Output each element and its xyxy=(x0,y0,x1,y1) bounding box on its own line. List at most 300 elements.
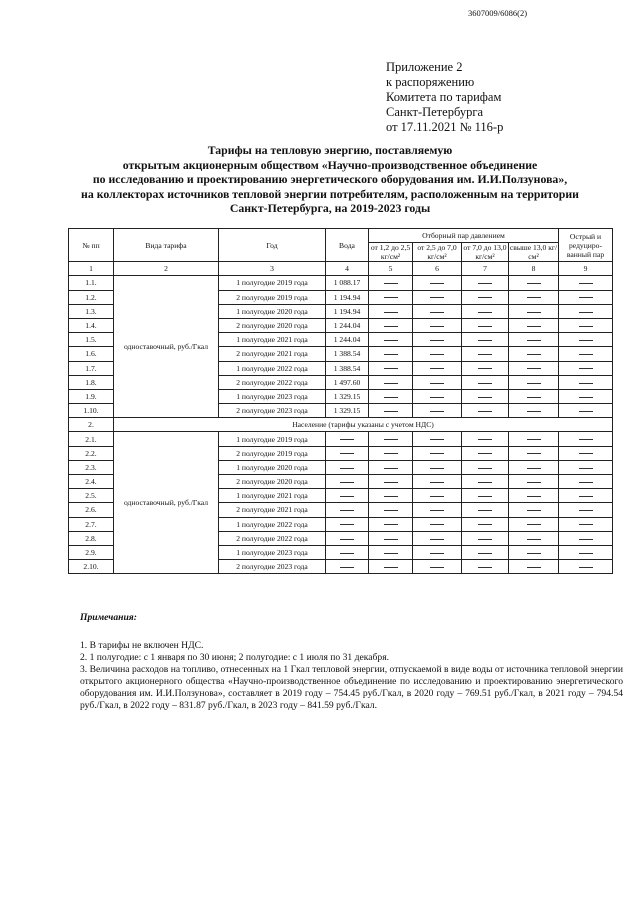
row-number: 2.3. xyxy=(69,460,114,474)
empty-dash xyxy=(430,553,444,554)
row-period: 2 полугодие 2023 года xyxy=(219,404,326,418)
empty-dash xyxy=(579,468,593,469)
empty-dash xyxy=(384,539,398,540)
steam-tariff xyxy=(369,503,413,517)
steam-tariff xyxy=(369,432,413,446)
steam-tariff xyxy=(462,290,509,304)
water-tariff xyxy=(326,446,369,460)
title-line: по исследованию и проектированию энергетического оборудования им. И.И.Ползунова», xyxy=(92,172,568,187)
steam-tariff xyxy=(369,304,413,318)
empty-dash xyxy=(478,496,492,497)
empty-dash xyxy=(384,482,398,483)
title-line: на коллекторах источников тепловой энергии потребителям, расположенным на территории xyxy=(81,186,579,201)
empty-dash xyxy=(384,510,398,511)
steam-tariff xyxy=(559,276,613,290)
row-number: 2.5. xyxy=(69,489,114,503)
empty-dash xyxy=(430,312,444,313)
header-type: Вида тарифа xyxy=(114,229,219,262)
row-period: 2 полугодие 2019 года xyxy=(219,446,326,460)
empty-dash xyxy=(340,468,354,469)
row-number: 2.7. xyxy=(69,517,114,531)
steam-tariff xyxy=(413,375,462,389)
water-tariff: 1 329.15 xyxy=(326,389,369,403)
empty-dash xyxy=(478,312,492,313)
steam-tariff xyxy=(462,545,509,559)
row-number: 2.4. xyxy=(69,475,114,489)
steam-tariff xyxy=(413,475,462,489)
empty-dash xyxy=(430,510,444,511)
steam-tariff xyxy=(369,475,413,489)
steam-tariff xyxy=(559,304,613,318)
empty-dash xyxy=(579,510,593,511)
empty-dash xyxy=(478,482,492,483)
empty-dash xyxy=(430,468,444,469)
steam-tariff xyxy=(462,361,509,375)
steam-tariff xyxy=(559,460,613,474)
water-tariff: 1 497.60 xyxy=(326,375,369,389)
steam-tariff xyxy=(559,333,613,347)
steam-tariff xyxy=(509,333,559,347)
steam-tariff xyxy=(559,545,613,559)
row-period: 1 полугодие 2023 года xyxy=(219,389,326,403)
steam-tariff xyxy=(509,531,559,545)
steam-tariff xyxy=(413,460,462,474)
empty-dash xyxy=(430,283,444,284)
column-number: 6 xyxy=(413,262,462,276)
steam-tariff xyxy=(559,475,613,489)
row-number: 1.5. xyxy=(69,333,114,347)
empty-dash xyxy=(527,510,541,511)
empty-dash xyxy=(478,539,492,540)
empty-dash xyxy=(527,312,541,313)
row-number: 1.8. xyxy=(69,375,114,389)
empty-dash xyxy=(430,354,444,355)
empty-dash xyxy=(384,326,398,327)
row-period: 2 полугодие 2019 года xyxy=(219,290,326,304)
steam-tariff xyxy=(369,375,413,389)
appendix-line: Приложение 2 xyxy=(386,60,463,74)
row-number: 1.10. xyxy=(69,404,114,418)
empty-dash xyxy=(384,368,398,369)
empty-dash xyxy=(579,326,593,327)
empty-dash xyxy=(478,524,492,525)
steam-tariff xyxy=(462,432,509,446)
section-label: Население (тарифы указаны с учетом НДС) xyxy=(114,418,613,432)
steam-tariff xyxy=(369,361,413,375)
water-tariff: 1 088.17 xyxy=(326,276,369,290)
empty-dash xyxy=(340,453,354,454)
empty-dash xyxy=(478,553,492,554)
empty-dash xyxy=(384,383,398,384)
column-number: 9 xyxy=(559,262,613,276)
header-year: Год xyxy=(219,229,326,262)
header-water: Вода xyxy=(326,229,369,262)
empty-dash xyxy=(579,312,593,313)
empty-dash xyxy=(478,567,492,568)
empty-dash xyxy=(430,397,444,398)
steam-tariff xyxy=(559,361,613,375)
empty-dash xyxy=(527,326,541,327)
empty-dash xyxy=(579,397,593,398)
steam-tariff xyxy=(369,347,413,361)
empty-dash xyxy=(579,283,593,284)
steam-tariff xyxy=(369,531,413,545)
empty-dash xyxy=(478,368,492,369)
column-number: 8 xyxy=(509,262,559,276)
row-number: 1.6. xyxy=(69,347,114,361)
water-tariff: 1 194.94 xyxy=(326,290,369,304)
steam-tariff xyxy=(369,389,413,403)
empty-dash xyxy=(527,354,541,355)
steam-tariff xyxy=(462,446,509,460)
empty-dash xyxy=(430,482,444,483)
empty-dash xyxy=(340,439,354,440)
empty-dash xyxy=(430,340,444,341)
empty-dash xyxy=(478,326,492,327)
empty-dash xyxy=(527,283,541,284)
steam-tariff xyxy=(559,531,613,545)
empty-dash xyxy=(579,354,593,355)
empty-dash xyxy=(527,439,541,440)
appendix-line: Санкт-Петербурга xyxy=(386,105,484,119)
section-row xyxy=(69,418,613,432)
empty-dash xyxy=(384,340,398,341)
empty-dash xyxy=(430,524,444,525)
row-period: 1 полугодие 2019 года xyxy=(219,432,326,446)
empty-dash xyxy=(527,397,541,398)
column-number: 3 xyxy=(219,262,326,276)
steam-tariff xyxy=(413,531,462,545)
row-period: 1 полугодие 2022 года xyxy=(219,517,326,531)
empty-dash xyxy=(579,340,593,341)
water-tariff xyxy=(326,432,369,446)
empty-dash xyxy=(340,510,354,511)
column-number: 1 xyxy=(69,262,114,276)
steam-tariff xyxy=(509,475,559,489)
empty-dash xyxy=(430,567,444,568)
notes-section xyxy=(80,612,623,712)
steam-tariff xyxy=(559,375,613,389)
water-tariff xyxy=(326,545,369,559)
row-number: 2.8. xyxy=(69,531,114,545)
empty-dash xyxy=(430,496,444,497)
empty-dash xyxy=(384,297,398,298)
empty-dash xyxy=(579,524,593,525)
row-number: 1.2. xyxy=(69,290,114,304)
steam-tariff xyxy=(413,361,462,375)
note-item: 3. Величина расходов на топливо, отнесенных на 1 Гкал тепловой энергии, отпускаемой в виде воды от источника тепловой энергии открытого акционерного общества «Научно-производственное объединение по исследованию и проектированию энергетического оборудования им. И.И.Ползунова», составляет в 2019 году – 754.45 руб./Гкал, в 2020 году – 769.51 руб./Гкал, в 2021 году – 794.54 руб./Гкал, в 2022 году – 831.87 руб./Гкал, в 2023 году – 841.59 руб./Гкал. xyxy=(80,664,623,711)
steam-tariff xyxy=(462,347,509,361)
steam-tariff xyxy=(462,560,509,574)
steam-tariff xyxy=(413,446,462,460)
header-steam-2: от 2,5 до 7,0 кг/см² xyxy=(413,243,462,262)
empty-dash xyxy=(478,283,492,284)
water-tariff xyxy=(326,503,369,517)
steam-tariff xyxy=(509,290,559,304)
row-number: 2.9. xyxy=(69,545,114,559)
steam-tariff xyxy=(369,404,413,418)
steam-tariff xyxy=(369,446,413,460)
empty-dash xyxy=(340,482,354,483)
water-tariff xyxy=(326,517,369,531)
empty-dash xyxy=(527,411,541,412)
row-number: 2.1. xyxy=(69,432,114,446)
steam-tariff xyxy=(369,318,413,332)
steam-tariff xyxy=(559,489,613,503)
empty-dash xyxy=(430,411,444,412)
empty-dash xyxy=(527,567,541,568)
water-tariff xyxy=(326,460,369,474)
empty-dash xyxy=(527,340,541,341)
steam-tariff xyxy=(559,404,613,418)
steam-tariff xyxy=(413,333,462,347)
steam-tariff xyxy=(462,375,509,389)
steam-tariff xyxy=(509,517,559,531)
steam-tariff xyxy=(369,517,413,531)
empty-dash xyxy=(527,468,541,469)
tariff-type: одноставочный, руб./Гкал xyxy=(114,276,219,418)
steam-tariff xyxy=(509,489,559,503)
empty-dash xyxy=(579,482,593,483)
steam-tariff xyxy=(559,517,613,531)
row-period: 1 полугодие 2023 года xyxy=(219,545,326,559)
empty-dash xyxy=(384,411,398,412)
empty-dash xyxy=(340,539,354,540)
water-tariff: 1 244.04 xyxy=(326,318,369,332)
empty-dash xyxy=(430,539,444,540)
row-number: 1.3. xyxy=(69,304,114,318)
empty-dash xyxy=(340,553,354,554)
empty-dash xyxy=(384,439,398,440)
row-period: 2 полугодие 2020 года xyxy=(219,475,326,489)
steam-tariff xyxy=(369,276,413,290)
empty-dash xyxy=(430,326,444,327)
steam-tariff xyxy=(413,404,462,418)
steam-tariff xyxy=(369,489,413,503)
steam-tariff xyxy=(462,276,509,290)
header-steam-1: от 1,2 до 2,5 кг/см² xyxy=(369,243,413,262)
steam-tariff xyxy=(413,276,462,290)
steam-tariff xyxy=(509,304,559,318)
steam-tariff xyxy=(509,560,559,574)
table-row xyxy=(69,276,613,290)
empty-dash xyxy=(340,496,354,497)
steam-tariff xyxy=(509,432,559,446)
row-period: 2 полугодие 2021 года xyxy=(219,503,326,517)
empty-dash xyxy=(579,411,593,412)
header-sharp-steam: Острый и редуциро-ванный пар xyxy=(559,229,613,262)
empty-dash xyxy=(478,510,492,511)
row-period: 1 полугодие 2021 года xyxy=(219,489,326,503)
steam-tariff xyxy=(462,404,509,418)
header-steam-3: от 7,0 до 13,0 кг/см² xyxy=(463,243,507,262)
steam-tariff xyxy=(509,404,559,418)
header-steam-4: свыше 13,0 кг/см² xyxy=(509,243,558,262)
water-tariff xyxy=(326,531,369,545)
empty-dash xyxy=(384,567,398,568)
row-period: 1 полугодие 2020 года xyxy=(219,304,326,318)
row-number: 1.4. xyxy=(69,318,114,332)
empty-dash xyxy=(430,383,444,384)
empty-dash xyxy=(579,383,593,384)
steam-tariff xyxy=(462,460,509,474)
steam-tariff xyxy=(509,389,559,403)
steam-tariff xyxy=(462,517,509,531)
empty-dash xyxy=(430,297,444,298)
water-tariff xyxy=(326,475,369,489)
steam-tariff xyxy=(369,560,413,574)
steam-tariff xyxy=(413,389,462,403)
empty-dash xyxy=(384,397,398,398)
row-period: 2 полугодие 2023 года xyxy=(219,560,326,574)
empty-dash xyxy=(384,553,398,554)
column-number: 2 xyxy=(114,262,219,276)
appendix-line: к распоряжению xyxy=(386,75,475,89)
empty-dash xyxy=(340,567,354,568)
table-row xyxy=(69,432,613,446)
title-line: Санкт-Петербурга, на 2019-2023 годы xyxy=(229,201,431,216)
row-period: 2 полугодие 2020 года xyxy=(219,318,326,332)
empty-dash xyxy=(384,524,398,525)
steam-tariff xyxy=(413,545,462,559)
empty-dash xyxy=(430,453,444,454)
row-period: 1 полугодие 2019 года xyxy=(219,276,326,290)
water-tariff: 1 329.15 xyxy=(326,404,369,418)
empty-dash xyxy=(384,283,398,284)
row-period: 2 полугодие 2021 года xyxy=(219,347,326,361)
steam-tariff xyxy=(559,503,613,517)
empty-dash xyxy=(478,468,492,469)
steam-tariff xyxy=(369,333,413,347)
row-number: 2.10. xyxy=(69,560,114,574)
steam-tariff xyxy=(509,460,559,474)
steam-tariff xyxy=(462,304,509,318)
empty-dash xyxy=(527,383,541,384)
empty-dash xyxy=(579,439,593,440)
row-number: 1.1. xyxy=(69,276,114,290)
steam-tariff xyxy=(559,347,613,361)
water-tariff: 1 388.54 xyxy=(326,361,369,375)
appendix-line: Комитета по тарифам xyxy=(386,90,502,104)
empty-dash xyxy=(478,397,492,398)
water-tariff: 1 388.54 xyxy=(326,347,369,361)
tariff-table xyxy=(68,228,613,574)
steam-tariff xyxy=(462,333,509,347)
empty-dash xyxy=(579,368,593,369)
empty-dash xyxy=(527,297,541,298)
row-period: 2 полугодие 2022 года xyxy=(219,375,326,389)
steam-tariff xyxy=(413,347,462,361)
steam-tariff xyxy=(559,389,613,403)
empty-dash xyxy=(430,439,444,440)
row-number: 2.2. xyxy=(69,446,114,460)
empty-dash xyxy=(478,340,492,341)
empty-dash xyxy=(478,383,492,384)
appendix-line: от 17.11.2021 № 116-р xyxy=(386,120,504,134)
empty-dash xyxy=(579,453,593,454)
steam-tariff xyxy=(369,290,413,304)
empty-dash xyxy=(527,553,541,554)
row-number: 1.7. xyxy=(69,361,114,375)
header-num: № пп xyxy=(69,229,114,262)
empty-dash xyxy=(478,453,492,454)
empty-dash xyxy=(579,553,593,554)
empty-dash xyxy=(579,297,593,298)
empty-dash xyxy=(527,482,541,483)
empty-dash xyxy=(430,368,444,369)
empty-dash xyxy=(527,368,541,369)
empty-dash xyxy=(579,567,593,568)
steam-tariff xyxy=(413,290,462,304)
empty-dash xyxy=(579,539,593,540)
steam-tariff xyxy=(559,446,613,460)
steam-tariff xyxy=(462,318,509,332)
row-period: 1 полугодие 2020 года xyxy=(219,460,326,474)
empty-dash xyxy=(384,354,398,355)
steam-tariff xyxy=(559,290,613,304)
steam-tariff xyxy=(462,389,509,403)
water-tariff: 1 244.04 xyxy=(326,333,369,347)
note-item: 2. 1 полугодие: с 1 января по 30 июня; 2 полугодие: с 1 июля по 31 декабря. xyxy=(80,652,390,663)
steam-tariff xyxy=(509,318,559,332)
steam-tariff xyxy=(509,276,559,290)
empty-dash xyxy=(478,297,492,298)
steam-tariff xyxy=(559,318,613,332)
row-number: 1.9. xyxy=(69,389,114,403)
water-tariff xyxy=(326,489,369,503)
document-title xyxy=(40,143,620,216)
steam-tariff xyxy=(509,375,559,389)
empty-dash xyxy=(478,354,492,355)
tariff-type: одноставочный, руб./Гкал xyxy=(114,432,219,574)
steam-tariff xyxy=(462,531,509,545)
row-period: 2 полугодие 2022 года xyxy=(219,531,326,545)
empty-dash xyxy=(527,453,541,454)
empty-dash xyxy=(384,453,398,454)
steam-tariff xyxy=(509,446,559,460)
steam-tariff xyxy=(413,304,462,318)
steam-tariff xyxy=(369,460,413,474)
steam-tariff xyxy=(509,347,559,361)
steam-tariff xyxy=(509,545,559,559)
title-line: Тарифы на тепловую энергию, поставляемую xyxy=(207,143,453,157)
empty-dash xyxy=(384,468,398,469)
steam-tariff xyxy=(462,503,509,517)
empty-dash xyxy=(478,411,492,412)
empty-dash xyxy=(340,524,354,525)
empty-dash xyxy=(384,312,398,313)
water-tariff: 1 194.94 xyxy=(326,304,369,318)
steam-tariff xyxy=(413,517,462,531)
steam-tariff xyxy=(509,503,559,517)
column-number: 4 xyxy=(326,262,369,276)
steam-tariff xyxy=(413,432,462,446)
note-item: 1. В тарифы не включен НДС. xyxy=(80,640,204,651)
steam-tariff xyxy=(413,560,462,574)
empty-dash xyxy=(384,496,398,497)
row-period: 1 полугодие 2022 года xyxy=(219,361,326,375)
column-number: 5 xyxy=(369,262,413,276)
steam-tariff xyxy=(369,545,413,559)
steam-tariff xyxy=(413,318,462,332)
empty-dash xyxy=(478,439,492,440)
empty-dash xyxy=(527,524,541,525)
steam-tariff xyxy=(462,475,509,489)
steam-tariff xyxy=(559,560,613,574)
steam-tariff xyxy=(413,503,462,517)
header-steam: Отборный пар давлением xyxy=(369,229,559,243)
empty-dash xyxy=(579,496,593,497)
